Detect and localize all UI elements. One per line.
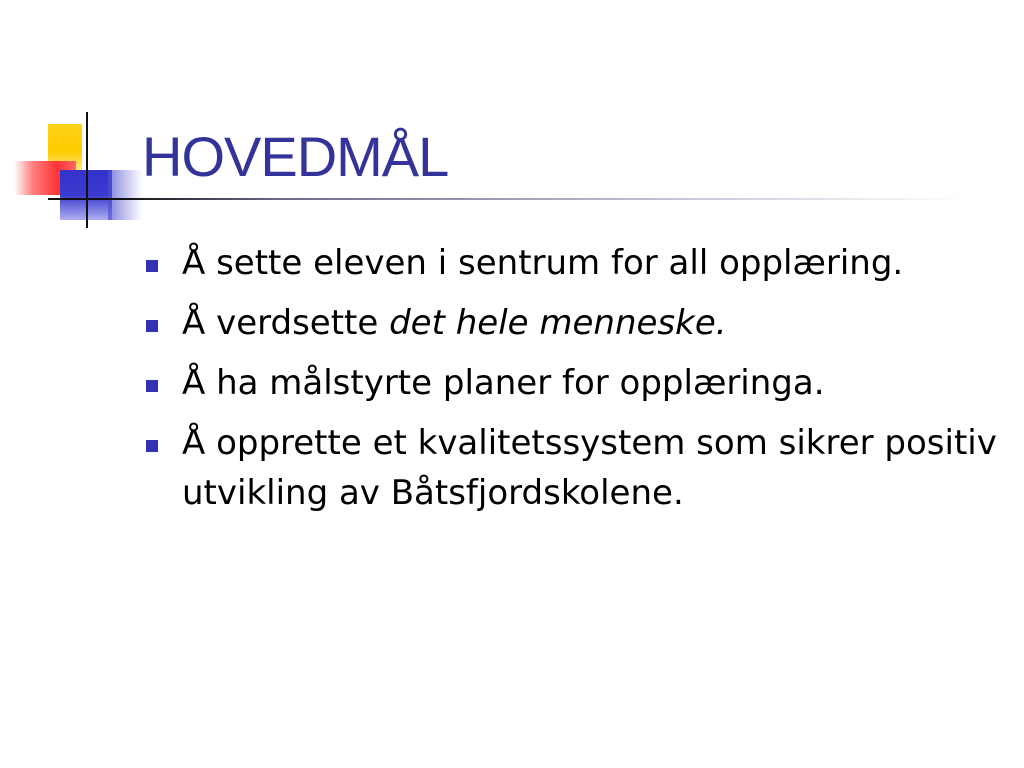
bullet-text: Å ha målstyrte planer for opplæringa. — [182, 363, 825, 403]
bullet-text: Å verdsette — [182, 303, 390, 343]
square-bullet-icon — [146, 380, 158, 392]
bullet-list — [146, 238, 1006, 528]
bullet-item — [146, 298, 1006, 348]
bullet-item — [146, 418, 1006, 518]
square-bullet-icon — [146, 320, 158, 332]
square-bullet-icon — [146, 260, 158, 272]
bullet-item — [146, 238, 1006, 288]
bullet-text: Å sette eleven i sentrum for all opplæring. — [182, 243, 904, 283]
decorative-vertical-line — [86, 112, 88, 228]
bullet-emphasis: det hele menneske. — [389, 303, 727, 343]
slide-title: HOVEDMÅL — [142, 125, 449, 188]
bullet-item — [146, 358, 1006, 408]
square-bullet-icon — [146, 440, 158, 452]
decorative-blue-fade — [108, 170, 142, 220]
title-underline — [48, 198, 968, 200]
bullet-text: Å opprette et kvalitetssystem som sikrer positiv utvikling av Båtsfjordskolene. — [182, 423, 997, 513]
